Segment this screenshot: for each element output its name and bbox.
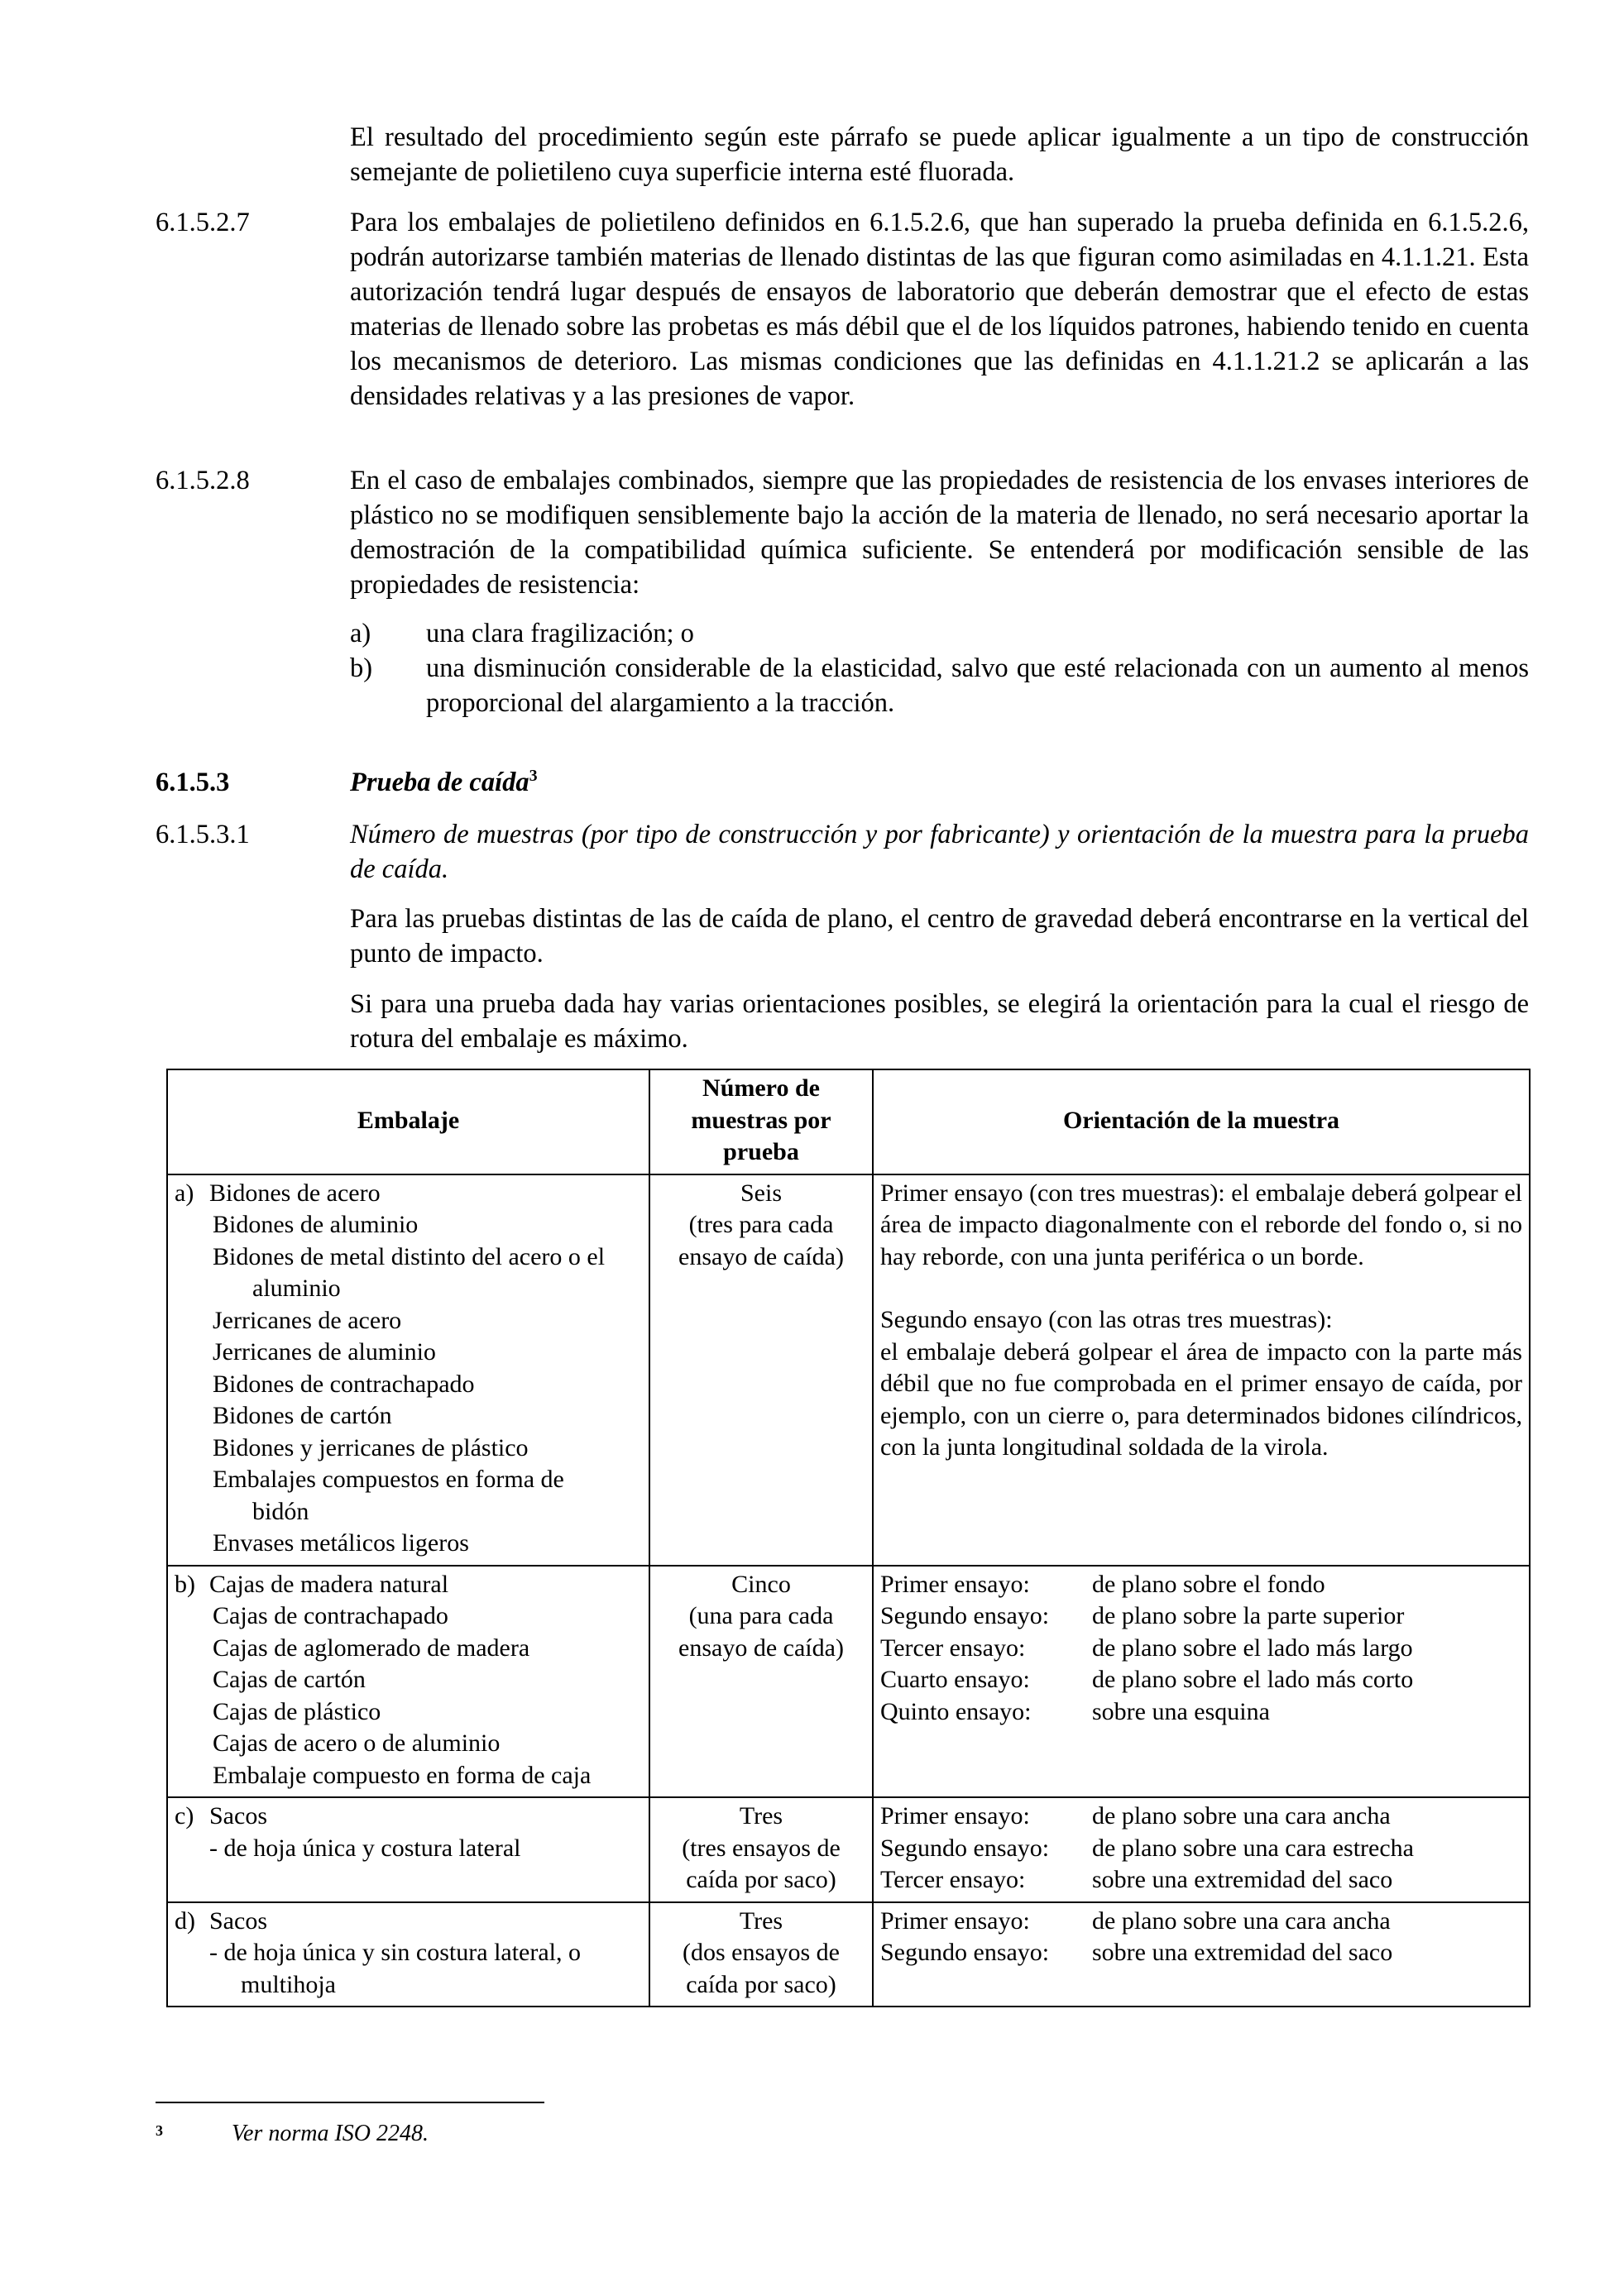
orientation-first-test: Primer ensayo (con tres muestras): el embalaje deberá golpear el área de impacto diagonalmente con el reborde del fondo o, si no hay reborde, con una junta periférica o un borde. bbox=[880, 1179, 1522, 1270]
samples-cell bbox=[649, 1902, 873, 2007]
packaging-cell bbox=[167, 1566, 649, 1798]
package-item: Bidones de aluminio bbox=[213, 1211, 419, 1238]
trial-line: Quinto ensayo: sobre una esquina bbox=[880, 1697, 1270, 1725]
row-letter: c) bbox=[175, 1802, 194, 1830]
packaging-cell bbox=[167, 1797, 649, 1902]
package-item: d) Sacos bbox=[175, 1906, 642, 1938]
package-item: c) Sacos bbox=[175, 1801, 642, 1833]
trial-line: Primer ensayo: de plano sobre una cara ancha bbox=[880, 1802, 1391, 1830]
orientation-cell bbox=[873, 1902, 1530, 2007]
package-item: Cajas de aglomerado de madera bbox=[213, 1634, 530, 1662]
package-item: b) Cajas de madera natural bbox=[175, 1569, 642, 1601]
trial-line: Segundo ensayo: sobre una extremidad del saco bbox=[880, 1939, 1393, 1966]
list-marker: a) bbox=[350, 619, 371, 648]
footnote-text: Ver norma ISO 2248. bbox=[232, 2121, 429, 2146]
header-samples: Número de muestras por prueba bbox=[649, 1069, 873, 1174]
list-marker: b) bbox=[350, 653, 373, 683]
package-item: Bidones de cartón bbox=[213, 1402, 392, 1429]
samples-cell bbox=[649, 1174, 873, 1566]
footnote-mark: 3 bbox=[156, 2122, 163, 2139]
package-item: Cajas de acero o de aluminio bbox=[213, 1729, 501, 1757]
paragraph-text: Para los embalajes de polietileno definidos en 6.1.5.2.6, que han superado la prueba definida en 6.1.5.2.6, podrán autorizarse también materias de llenado distintas de las que figuran como asimiladas en 4.1.1.21. Esta autorización tendrá lugar después de ensayos de laboratorio que deberán demostrar que el efecto de estas materias de llenado sobre las probetas es más débil que el de los líquidos patrones, habiendo tenido en cuenta los mecanismos de deterioro. Las mismas condiciones que las definidas en 4.1.1.21.2 se aplicarán a las densidades relativas y a las presiones de vapor. bbox=[350, 208, 1529, 411]
package-item: - de hoja única y sin costura lateral, o bbox=[209, 1939, 582, 1966]
package-item: Cajas de cartón bbox=[213, 1666, 366, 1693]
drop-test-table bbox=[166, 1069, 1531, 2007]
samples-cell bbox=[649, 1797, 873, 1902]
trial-line: Tercer ensayo: de plano sobre el lado más largo bbox=[880, 1634, 1413, 1662]
paragraph-text: Número de muestras (por tipo de construcción y por fabricante) y orientación de la muestra para la prueba de caída. bbox=[350, 820, 1529, 884]
paragraph-text: En el caso de embalajes combinados, siempre que las propiedades de resistencia de los envases interiores de plástico no se modifiquen sensiblemente bajo la acción de la materia de llenado, no será necesario aportar la demostración de la compatibilidad química suficiente. Se entenderá por modificación sensible de las propiedades de resistencia: bbox=[350, 466, 1529, 600]
table-row bbox=[167, 1174, 1530, 1566]
paragraph-number: 6.1.5.2.7 bbox=[156, 208, 250, 237]
trial-line: Cuarto ensayo: de plano sobre el lado más corto bbox=[880, 1666, 1414, 1693]
row-letter: b) bbox=[175, 1570, 195, 1598]
header-packaging: Embalaje bbox=[167, 1069, 649, 1174]
package-item: - de hoja única y costura lateral bbox=[209, 1834, 521, 1862]
samples-note: (tres para cada bbox=[688, 1211, 834, 1238]
list-text: una clara fragilización; o bbox=[426, 619, 694, 648]
package-item: Jerricanes de acero bbox=[213, 1306, 402, 1334]
package-item: Bidones de metal distinto del acero o el bbox=[213, 1242, 606, 1270]
paragraph-text: Para las pruebas distintas de las de caída de plano, el centro de gravedad deberá encontrarse en la vertical del punto de impacto. bbox=[350, 904, 1529, 969]
samples-note: (tres ensayos de bbox=[682, 1834, 841, 1862]
orientation-cell bbox=[873, 1174, 1530, 1566]
packaging-cell bbox=[167, 1174, 649, 1566]
list-text: una disminución considerable de la elasticidad, salvo que esté relacionada con un aumento al menos proporcional del alargamiento a la tracción. bbox=[426, 653, 1529, 718]
orientation-second-test-heading: Segundo ensayo (con las otras tres muestras): bbox=[880, 1306, 1333, 1333]
samples-note: caída por saco) bbox=[686, 1970, 836, 1998]
samples-count: Tres bbox=[739, 1906, 783, 1935]
table-row bbox=[167, 1902, 1530, 2007]
samples-count: Seis bbox=[740, 1179, 782, 1207]
trial-line: Primer ensayo: de plano sobre el fondo bbox=[880, 1570, 1325, 1598]
package-item: multihoja bbox=[241, 1970, 336, 1998]
packaging-cell bbox=[167, 1902, 649, 2007]
samples-note: (una para cada bbox=[688, 1602, 834, 1629]
package-item: Embalajes compuestos en forma de bbox=[213, 1466, 564, 1493]
table-row bbox=[167, 1566, 1530, 1798]
samples-note: caída por saco) bbox=[686, 1866, 836, 1893]
orientation-second-test: el embalaje deberá golpear el área de impacto con la parte más débil que no fue comprobada en el primer ensayo de caída, por ejemplo, con un cierre o, para determinados bidones cilíndricos, con la junta longitudinal soldada de la virola. bbox=[880, 1337, 1522, 1461]
table-header-row bbox=[167, 1069, 1530, 1174]
samples-note: ensayo de caída) bbox=[678, 1242, 844, 1270]
paragraph-text: Si para una prueba dada hay varias orientaciones posibles, se elegirá la orientación para la cual el riesgo de rotura del embalaje es máximo. bbox=[350, 989, 1529, 1054]
samples-count: Tres bbox=[739, 1802, 783, 1830]
paragraph-text: El resultado del procedimiento según este párrafo se puede aplicar igualmente a un tipo de construcción semejante de polietileno cuya superficie interna esté fluorada. bbox=[350, 122, 1529, 187]
orientation-cell bbox=[873, 1566, 1530, 1798]
package-item: a) Bidones de acero bbox=[175, 1178, 642, 1210]
package-item: bidón bbox=[252, 1497, 309, 1525]
heading-title bbox=[350, 765, 1529, 800]
package-item: Cajas de contrachapado bbox=[213, 1602, 448, 1629]
footnote-reference: 3 bbox=[529, 767, 538, 786]
heading-text: Prueba de caída bbox=[350, 768, 529, 797]
table-row bbox=[167, 1797, 1530, 1902]
samples-count: Cinco bbox=[731, 1570, 791, 1598]
row-letter: a) bbox=[175, 1179, 194, 1207]
package-item: Cajas de plástico bbox=[213, 1697, 381, 1725]
samples-cell bbox=[649, 1566, 873, 1798]
samples-note: ensayo de caída) bbox=[678, 1634, 844, 1662]
samples-note: (dos ensayos de bbox=[683, 1939, 840, 1966]
package-item: Bidones de contrachapado bbox=[213, 1370, 475, 1398]
package-item: Embalaje compuesto en forma de caja bbox=[213, 1761, 592, 1789]
package-item: Bidones y jerricanes de plástico bbox=[213, 1433, 529, 1461]
trial-line: Segundo ensayo: de plano sobre la parte superior bbox=[880, 1602, 1405, 1629]
orientation-cell bbox=[873, 1797, 1530, 1902]
trial-line: Segundo ensayo: de plano sobre una cara estrecha bbox=[880, 1834, 1414, 1862]
row-letter: d) bbox=[175, 1906, 195, 1935]
paragraph-number: 6.1.5.2.8 bbox=[156, 466, 250, 495]
header-orientation: Orientación de la muestra bbox=[873, 1069, 1530, 1174]
package-item: aluminio bbox=[252, 1275, 341, 1302]
trial-line: Tercer ensayo: sobre una extremidad del saco bbox=[880, 1866, 1393, 1893]
paragraph-number: 6.1.5.3.1 bbox=[156, 820, 250, 849]
trial-line: Primer ensayo: de plano sobre una cara ancha bbox=[880, 1906, 1391, 1935]
heading-number: 6.1.5.3 bbox=[156, 768, 230, 797]
package-item: Jerricanes de aluminio bbox=[213, 1338, 436, 1366]
footnote-separator bbox=[156, 2102, 544, 2103]
package-item: Envases metálicos ligeros bbox=[213, 1529, 469, 1557]
